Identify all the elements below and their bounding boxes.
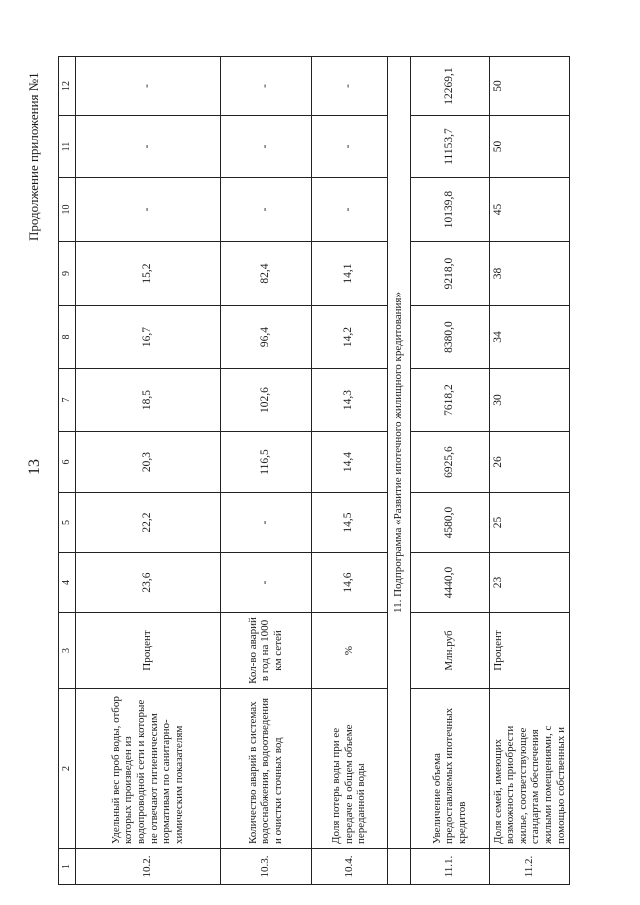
indicator-value: - (220, 116, 311, 178)
column-number: 11 (59, 116, 76, 178)
indicator-name: Количество аварий в системах водоснабжения, водоотведения и очистки сточных вод (220, 689, 311, 849)
indicator-value: 45 (489, 178, 570, 242)
unit-of-measure: Процент (75, 613, 220, 689)
indicator-value: 23 (489, 553, 570, 613)
indicator-value: - (220, 493, 311, 553)
indicator-value: 16,7 (75, 306, 220, 369)
indicator-value: 18,5 (75, 369, 220, 432)
continuation-note: Продолжение приложения №1 (26, 72, 41, 241)
indicator-value: 11153,7 (410, 116, 489, 178)
indicator-value: 22,2 (75, 493, 220, 553)
section-spacer (387, 849, 410, 885)
indicator-value: 12269,1 (410, 57, 489, 116)
unit-of-measure: % (311, 613, 387, 689)
indicator-value: - (311, 178, 387, 242)
column-number: 3 (59, 613, 76, 689)
indicator-value: 38 (489, 242, 570, 306)
row-number: 10.3. (220, 849, 311, 885)
indicator-value: 4580,0 (410, 493, 489, 553)
indicator-value: 14,4 (311, 432, 387, 493)
indicator-value: - (311, 116, 387, 178)
indicator-name: Удельный вес проб воды, отбор которых произведен из водопроводной сети и которые не отвечают гигиеническим нормативам по санитарно-химическим показателям (75, 689, 220, 849)
table-row (489, 57, 570, 885)
row-number: 11.1. (410, 849, 489, 885)
indicator-name: Доля семей, имеющих возможность приобрести жилье, соответствующее стандартам обеспечения жилыми помещениями, с помощью собственных и (489, 689, 570, 849)
indicator-value: 7618,2 (410, 369, 489, 432)
indicator-value: 10139,8 (410, 178, 489, 242)
indicator-value: - (75, 178, 220, 242)
indicator-name: Доля потерь воды при ее передаче в общем объеме переданной воды (311, 689, 387, 849)
column-number: 4 (59, 553, 76, 613)
table-row (75, 57, 220, 885)
table-row (410, 57, 489, 885)
indicator-value: - (75, 57, 220, 116)
indicator-value: - (75, 116, 220, 178)
unit-of-measure: Процент (489, 613, 570, 689)
column-number: 12 (59, 57, 76, 116)
unit-of-measure: Кол-во аварий в год на 1000 км сетей (220, 613, 311, 689)
indicator-value: 14,5 (311, 493, 387, 553)
indicator-value: 26 (489, 432, 570, 493)
column-number: 1 (59, 849, 76, 885)
indicator-value: 14,2 (311, 306, 387, 369)
row-number: 10.2. (75, 849, 220, 885)
indicator-value: 20,3 (75, 432, 220, 493)
column-number: 10 (59, 178, 76, 242)
indicator-value: - (220, 57, 311, 116)
indicator-value: 96,4 (220, 306, 311, 369)
indicator-value: - (220, 553, 311, 613)
indicator-value: 50 (489, 116, 570, 178)
indicator-value: - (311, 57, 387, 116)
indicator-value: 14,3 (311, 369, 387, 432)
indicator-name: Увеличение объема предоставляемых ипотечных кредитов (410, 689, 489, 849)
page-number: 13 (26, 459, 43, 475)
indicator-value: 34 (489, 306, 570, 369)
indicator-value: 116,5 (220, 432, 311, 493)
indicator-value: 30 (489, 369, 570, 432)
row-number: 10.4. (311, 849, 387, 885)
indicator-value: 50 (489, 57, 570, 116)
section-row (387, 57, 410, 885)
table-row (220, 57, 311, 885)
indicator-table (58, 56, 570, 885)
unit-of-measure: Млн.руб (410, 613, 489, 689)
indicator-value: 6925,6 (410, 432, 489, 493)
indicator-value: 9218,0 (410, 242, 489, 306)
column-number: 2 (59, 689, 76, 849)
row-number: 11.2. (489, 849, 570, 885)
column-number: 7 (59, 369, 76, 432)
column-number: 9 (59, 242, 76, 306)
column-number: 8 (59, 306, 76, 369)
indicator-value: 23,6 (75, 553, 220, 613)
indicator-value: - (220, 178, 311, 242)
indicator-value: 102,6 (220, 369, 311, 432)
indicator-value: 15,2 (75, 242, 220, 306)
column-number-row (59, 57, 76, 885)
section-title: 11. Подпрограмма «Развитие ипотечного жилищного кредитования» (387, 57, 410, 849)
indicator-value: 25 (489, 493, 570, 553)
column-number: 6 (59, 432, 76, 493)
indicator-value: 14,6 (311, 553, 387, 613)
indicator-value: 14,1 (311, 242, 387, 306)
indicator-value: 8380,0 (410, 306, 489, 369)
indicator-value: 4440,0 (410, 553, 489, 613)
table-row (311, 57, 387, 885)
column-number: 5 (59, 493, 76, 553)
indicator-value: 82,4 (220, 242, 311, 306)
